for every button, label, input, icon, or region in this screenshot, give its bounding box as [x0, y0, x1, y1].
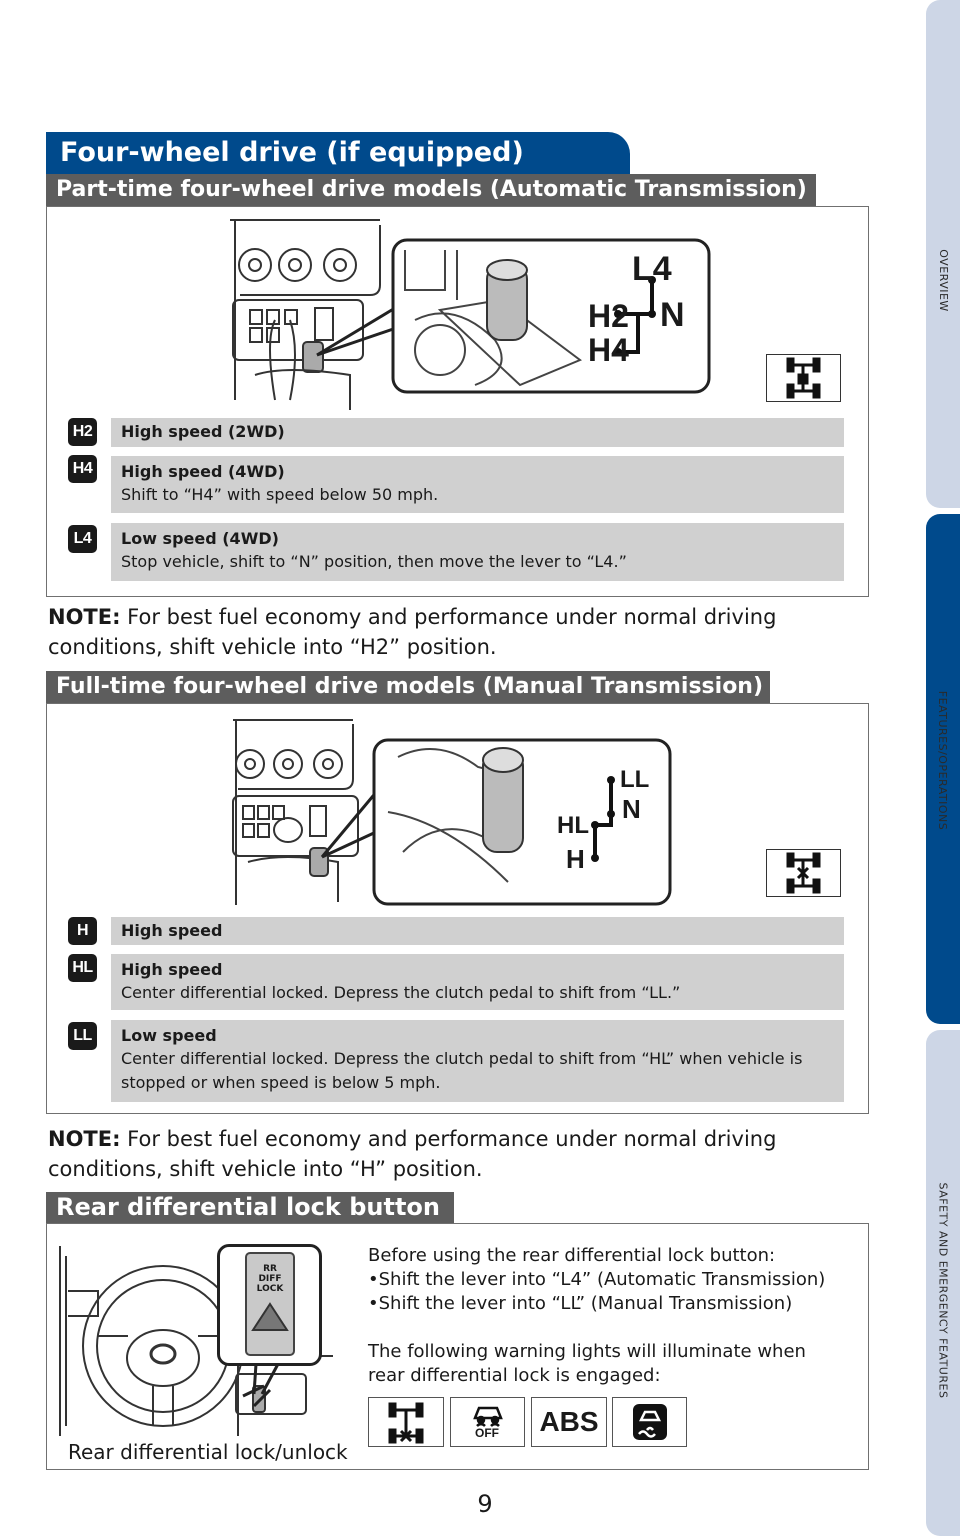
shift-label-h4: H4: [588, 332, 629, 368]
warning-abs-icon: [531, 1397, 607, 1447]
side-tab-overview[interactable]: OVERVIEW: [936, 248, 950, 312]
row-high-speed-h: High speed: [111, 917, 844, 945]
rear-diff-intro: Before using the rear differential lock button:: [368, 1245, 776, 1266]
shift-label-h: H: [566, 844, 585, 874]
shift-label-hl: HL: [557, 812, 589, 839]
shift-label-n: N: [660, 296, 685, 334]
rear-diff-bullet-manual: •Shift the lever into “LL” (Manual Transmission): [368, 1293, 793, 1314]
row-high-speed-2wd: High speed (2WD): [111, 418, 844, 447]
part-time-note: NOTE: For best fuel economy and performance under normal driving conditions, shift vehicle into “H2” position.: [48, 605, 777, 659]
full-time-note: NOTE: For best fuel economy and performance under normal driving conditions, shift vehicle into “H” position.: [48, 1127, 777, 1181]
center-diff-lock-icon: [766, 849, 841, 897]
diff-label: DIFF: [258, 1274, 282, 1284]
full-time-shift-pattern: [585, 770, 625, 870]
4wd-indicator-icon: [766, 354, 841, 402]
badge-h: H: [68, 917, 97, 945]
side-tab-safety[interactable]: SAFETY AND EMERGENCY FEATURES: [936, 1182, 950, 1398]
warning-traction-off-icon: [450, 1397, 525, 1447]
abs-label: ABS: [539, 1406, 599, 1437]
shift-label-n2: N: [622, 794, 641, 824]
part-time-header: Part-time four-wheel drive models (Automatic Transmission): [46, 174, 816, 206]
warning-text-line1: The following warning lights will illuminate when: [368, 1341, 806, 1362]
rr-diff-lock-button[interactable]: [245, 1252, 295, 1356]
badge-l4: L4: [68, 525, 97, 553]
shift-label-l4: L4: [632, 250, 672, 288]
badge-hl: HL: [68, 954, 97, 982]
rear-diff-header: Rear differential lock button: [46, 1192, 454, 1223]
badge-h4: H4: [68, 455, 97, 483]
badge-ll: LL: [68, 1022, 97, 1050]
arrow-up-icon: [250, 1300, 290, 1334]
row-high-speed-4wd: High speed (4WD) Shift to “H4” with speed below 50 mph.: [111, 456, 844, 513]
shift-label-ll: LL: [620, 766, 650, 793]
shift-label-h2: H2: [588, 298, 629, 334]
off-label: OFF: [475, 1426, 499, 1440]
callout-pointer: [248, 1362, 288, 1397]
page-title: Four-wheel drive (if equipped): [46, 132, 630, 174]
warning-text-line2: rear differential lock is engaged:: [368, 1365, 661, 1386]
lock-label: LOCK: [256, 1284, 284, 1294]
page-number: 9: [477, 1490, 493, 1518]
row-high-speed-hl: High speed Center differential locked. Depress the clutch pedal to shift from “LL.”: [111, 954, 844, 1010]
warning-4wd-icon: [368, 1397, 444, 1447]
badge-h2: H2: [68, 418, 97, 446]
rear-diff-bullet-auto: •Shift the lever into “L4” (Automatic Transmission): [368, 1269, 826, 1290]
row-low-speed-4wd: Low speed (4WD) Stop vehicle, shift to “N” position, then move the lever to “L4.”: [111, 523, 844, 581]
rr-label: RR: [263, 1264, 277, 1274]
row-low-speed-ll: Low speed Center differential locked. Depress the clutch pedal to shift from “HL” when vehicle is stopped or when speed is below 5 mph.: [111, 1020, 844, 1102]
rear-diff-caption: Rear differential lock/unlock: [68, 1440, 348, 1464]
warning-skid-icon: [612, 1397, 687, 1447]
full-time-header: Full-time four-wheel drive models (Manual Transmission): [46, 671, 770, 703]
side-tab-features[interactable]: FEATURES/OPERATIONS: [936, 690, 950, 830]
